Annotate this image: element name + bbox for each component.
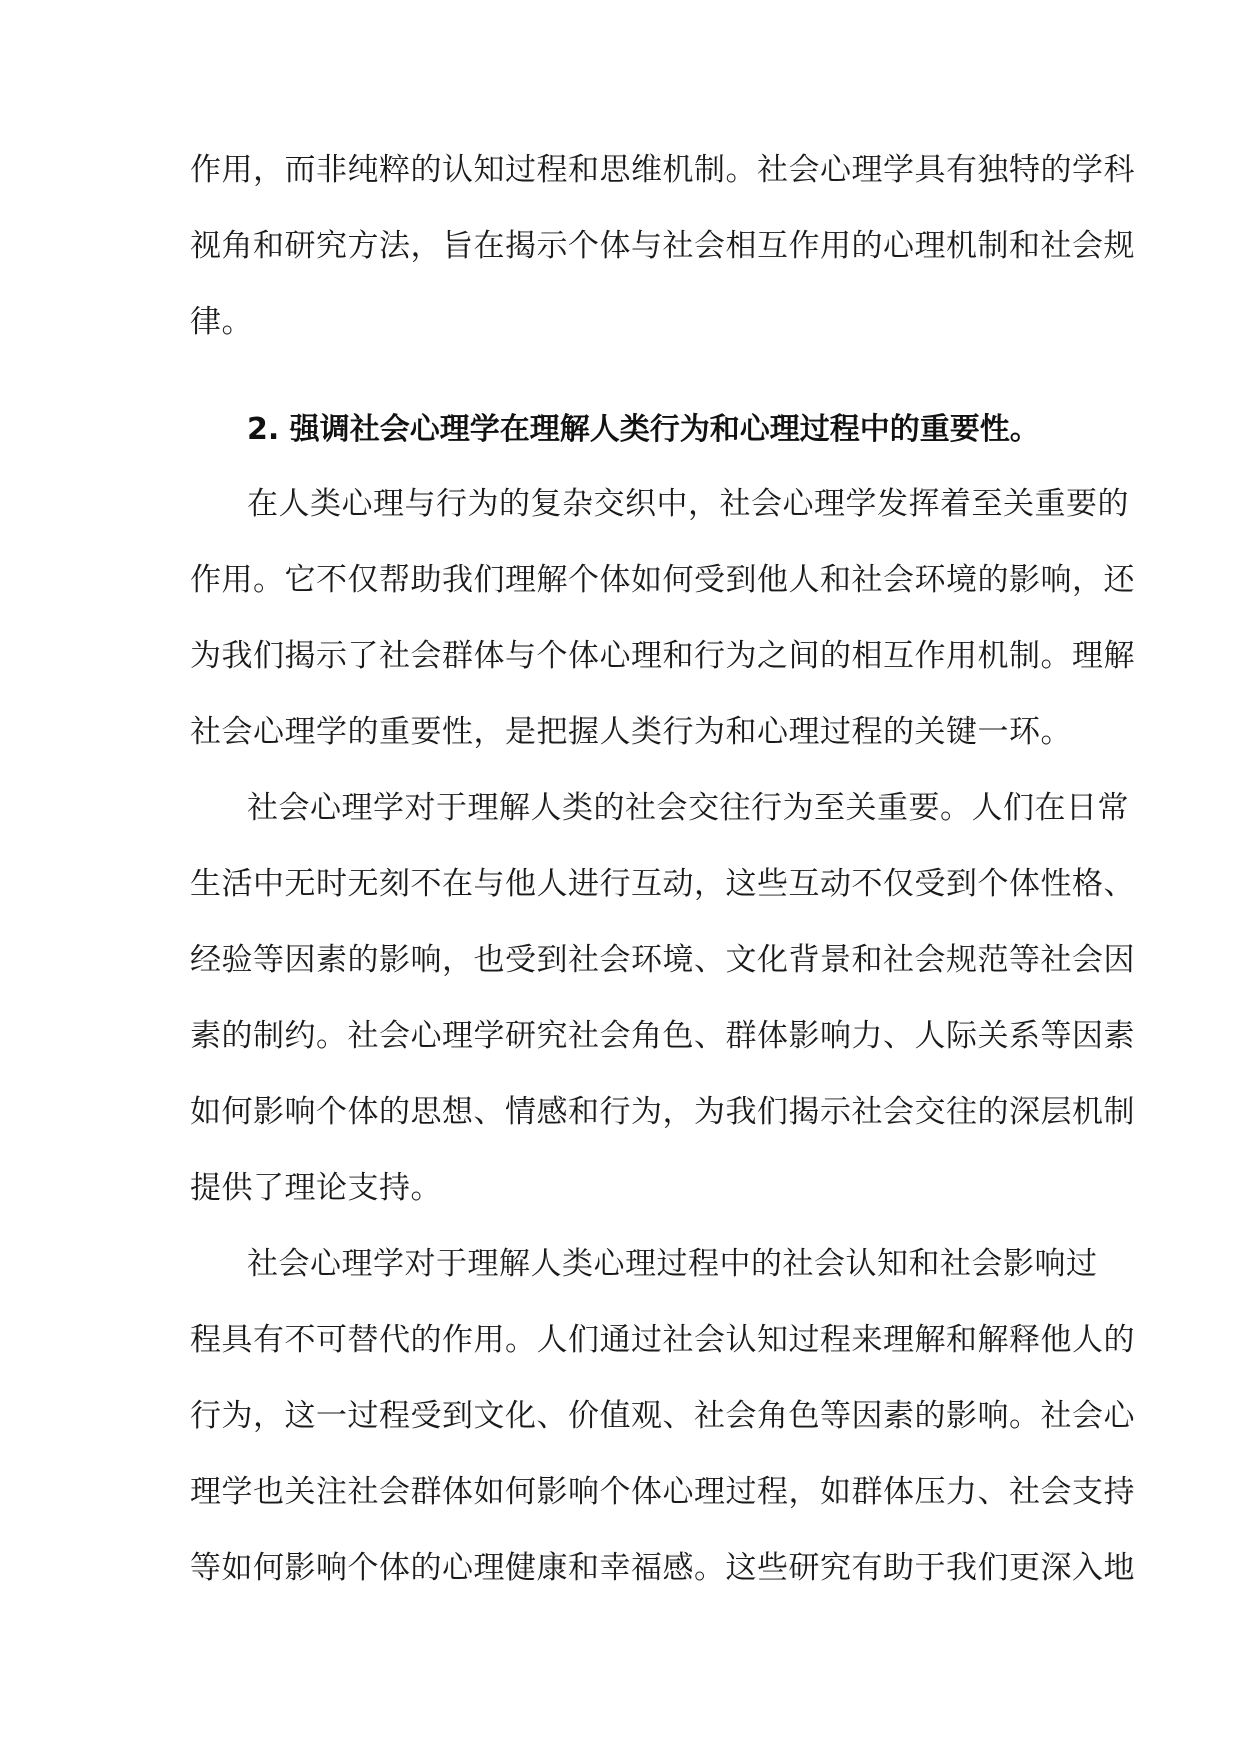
text-line: 作用。它不仅帮助我们理解个体如何受到他人和社会环境的影响，还 xyxy=(190,562,1135,598)
text-line: 素的制约。社会心理学研究社会角色、群体影响力、人际关系等因素 xyxy=(190,1018,1135,1054)
section-heading: 2. 强调社会心理学在理解人类行为和心理过程中的重要性。 xyxy=(247,412,1040,447)
text-line: 视角和研究方法，旨在揭示个体与社会相互作用的心理机制和社会规 xyxy=(190,228,1135,264)
text-line: 如何影响个体的思想、情感和行为，为我们揭示社会交往的深层机制 xyxy=(190,1094,1135,1130)
text-line: 等如何影响个体的心理健康和幸福感。这些研究有助于我们更深入地 xyxy=(190,1550,1135,1586)
text-line: 在人类心理与行为的复杂交织中，社会心理学发挥着至关重要的 xyxy=(247,486,1129,522)
text-line: 社会心理学对于理解人类的社会交往行为至关重要。人们在日常 xyxy=(247,790,1129,826)
text-line: 理学也关注社会群体如何影响个体心理过程，如群体压力、社会支持 xyxy=(190,1474,1135,1510)
text-line: 为我们揭示了社会群体与个体心理和行为之间的相互作用机制。理解 xyxy=(190,638,1135,674)
text-line: 行为，这一过程受到文化、价值观、社会角色等因素的影响。社会心 xyxy=(190,1398,1135,1434)
text-line: 经验等因素的影响，也受到社会环境、文化背景和社会规范等社会因 xyxy=(190,942,1135,978)
text-line: 程具有不可替代的作用。人们通过社会认知过程来理解和解释他人的 xyxy=(190,1322,1135,1358)
text-line: 社会心理学对于理解人类心理过程中的社会认知和社会影响过 xyxy=(247,1246,1098,1282)
text-line: 社会心理学的重要性，是把握人类行为和心理过程的关键一环。 xyxy=(190,714,1072,750)
text-line: 提供了理论支持。 xyxy=(190,1170,442,1206)
text-line: 律。 xyxy=(190,304,253,340)
text-line: 作用，而非纯粹的认知过程和思维机制。社会心理学具有独特的学科 xyxy=(190,152,1135,188)
text-line: 生活中无时无刻不在与他人进行互动，这些互动不仅受到个体性格、 xyxy=(190,866,1135,902)
